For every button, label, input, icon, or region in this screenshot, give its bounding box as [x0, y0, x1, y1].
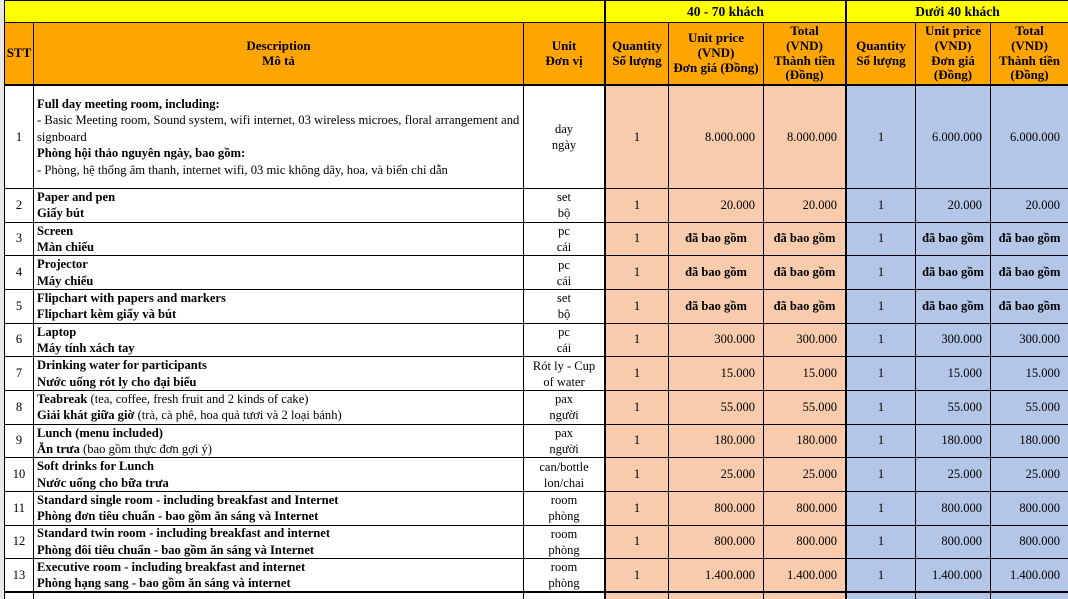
unit-price-cell-g2: 180.000	[916, 425, 991, 459]
col-header-quantity-g1: Quantity Số lượng	[606, 23, 669, 86]
unit-price-cell-g2: 20.000	[916, 189, 991, 223]
col-header-total-g2: Total (VND) Thành tiền (Đồng)	[991, 23, 1068, 86]
description-en-bold: Standard twin room - including breakfast and internet	[37, 526, 331, 541]
row-unit	[524, 526, 606, 560]
row-unit	[524, 559, 606, 593]
quantity-cell-g2: 1	[847, 189, 916, 223]
description-vn-bold: Nước uống rót ly cho đại biểu	[37, 374, 197, 389]
total-cell-g2: đã bao gồm	[991, 256, 1068, 290]
description-vn-line	[37, 407, 342, 423]
table-row	[5, 458, 1068, 492]
row-unit	[524, 357, 606, 391]
quantity-cell-g1: 1	[606, 290, 669, 324]
unit-price-cell-g2: đã bao gồm	[916, 256, 991, 290]
row-stt: 12	[5, 526, 34, 560]
table-row	[5, 492, 1068, 526]
quantity-cell-g2: 1	[847, 492, 916, 526]
quantity-cell-g2: 1	[847, 425, 916, 459]
row-description	[34, 223, 524, 257]
col-header-total-g1: Total (VND) Thành tiền (Đồng)	[764, 23, 847, 86]
total-cell-g1: 300.000	[764, 324, 847, 358]
row-description	[34, 86, 524, 189]
description-vn-rest: - Phòng, hệ thống âm thanh, internet wifi, 03 mic không dây, hoa, và biển chỉ dẫn	[37, 162, 448, 177]
description-vn-line	[37, 542, 314, 558]
unit-price-cell-g1: 20.000	[669, 189, 764, 223]
unit-line-2: bộ	[557, 307, 571, 322]
unit-line-2: cái	[556, 239, 572, 254]
total-cell-g1: 800.000	[764, 492, 847, 526]
row-description	[34, 391, 524, 425]
description-en-line	[37, 290, 226, 306]
row-stt: 4	[5, 256, 34, 290]
row-description	[34, 526, 524, 560]
description-en-bold: Flipchart with papers and markers	[37, 290, 226, 305]
description-vn-line	[37, 145, 448, 178]
col-header-unit-vn: Đơn vị	[545, 52, 583, 68]
quantity-cell-g2: 1	[847, 256, 916, 290]
total-cell-g1: 800.000	[764, 526, 847, 560]
unit-price-cell-g2: 800.000	[916, 492, 991, 526]
col-header-description-en: Description	[246, 37, 311, 53]
total-cell-g1: 1.400.000	[764, 559, 847, 593]
description-en-bold: Laptop	[37, 324, 77, 339]
row-unit	[524, 290, 606, 324]
description-en-line	[37, 492, 338, 508]
description-vn-bold: Phòng hạng sang - bao gồm ăn sáng và internet	[37, 576, 291, 591]
row-unit	[524, 324, 606, 358]
description-en-line	[37, 559, 305, 575]
description-vn-bold: Máy chiếu	[37, 273, 94, 288]
quantity-cell-g1: 1	[606, 189, 669, 223]
table-row	[5, 324, 1068, 358]
table-row	[5, 357, 1068, 391]
total-cell-g1: đã bao gồm	[764, 290, 847, 324]
quantity-cell-g1: 1	[606, 425, 669, 459]
unit-price-cell-g2: 25.000	[916, 458, 991, 492]
description-vn-bold: Phòng đơn tiêu chuẩn - bao gồm ăn sáng và Internet	[37, 509, 319, 524]
description-en-line	[37, 256, 88, 272]
total-cell-g1: đã bao gồm	[764, 256, 847, 290]
description-vn-bold: Giải khát giữa giờ	[37, 408, 135, 423]
unit-line-1: room	[550, 493, 578, 508]
description-vn-bold: Flipchart kèm giấy và bút	[37, 307, 177, 322]
unit-line-1: set	[557, 291, 571, 306]
unit-price-cell-g2: đã bao gồm	[916, 223, 991, 257]
unit-line-2: ngày	[551, 138, 577, 152]
description-en-bold: Full day meeting room, including:	[37, 96, 220, 111]
unit-price-cell-g2: 300.000	[916, 324, 991, 358]
description-vn-bold: Phòng hội thảo nguyên ngày, bao gồm:	[37, 146, 246, 161]
row-stt: 10	[5, 458, 34, 492]
band-empty-cell	[5, 1, 606, 23]
unit-price-cell-g2: 1.400.000	[916, 559, 991, 593]
row-stt: 13	[5, 559, 34, 593]
unit-price-cell-g1: đã bao gồm	[669, 223, 764, 257]
description-vn-rest: (trà, cà phê, hoa quả tươi và 2 loại bánh)	[134, 408, 342, 423]
col-header-description-vn: Mô tả	[262, 52, 295, 68]
table-row	[5, 391, 1068, 425]
quantity-cell-g1: 1	[606, 86, 669, 189]
col-header-unit-price-g1: Unit price (VND) Đơn giá (Đồng)	[669, 23, 764, 86]
unit-price-cell-g1: 800.000	[669, 492, 764, 526]
quantity-cell-g1: 1	[606, 357, 669, 391]
unit-price-cell-g1: 55.000	[669, 391, 764, 425]
row-description	[34, 189, 524, 223]
unit-line-2: phòng	[548, 542, 580, 557]
total-cell-g2: 6.000.000	[991, 86, 1068, 189]
row-stt: 6	[5, 324, 34, 358]
group-header-40-70-khach: 40 - 70 khách	[606, 1, 847, 23]
row-description	[34, 256, 524, 290]
table-rows	[5, 86, 1068, 593]
table-row	[5, 290, 1068, 324]
quantity-cell-g2: 1	[847, 223, 916, 257]
total-cell-g2: đã bao gồm	[991, 223, 1068, 257]
unit-price-cell-g1: đã bao gồm	[669, 256, 764, 290]
column-header-row	[5, 23, 1068, 86]
unit-price-cell-g2: 55.000	[916, 391, 991, 425]
description-en-bold: Screen	[37, 223, 74, 238]
unit-line-1: room	[550, 560, 578, 575]
description-vn-line	[37, 475, 169, 491]
description-en-bold: Executive room - including breakfast and internet	[37, 559, 306, 574]
unit-price-cell-g2: 800.000	[916, 526, 991, 560]
unit-line-2: cái	[556, 340, 572, 355]
total-cell-g2: 15.000	[991, 357, 1068, 391]
total-cell-g1: 25.000	[764, 458, 847, 492]
description-vn-bold: Ăn trưa	[37, 441, 80, 456]
row-description	[34, 492, 524, 526]
description-en-bold: Paper and pen	[37, 189, 116, 204]
description-vn-line	[37, 508, 318, 524]
unit-line-2: lon/chai	[543, 475, 585, 490]
row-stt: 11	[5, 492, 34, 526]
quantity-cell-g2: 1	[847, 391, 916, 425]
description-en-line	[37, 324, 76, 340]
total-cell-g2: 800.000	[991, 492, 1068, 526]
unit-line-2: người	[549, 441, 579, 456]
row-description	[34, 324, 524, 358]
unit-line-1: set	[557, 190, 571, 205]
col-header-stt: STT	[5, 23, 34, 86]
description-vn-bold: Phòng đôi tiêu chuẩn - bao gồm ăn sáng và Internet	[37, 542, 315, 557]
description-en-bold: Soft drinks for Lunch	[37, 459, 154, 474]
total-cell-g1: 20.000	[764, 189, 847, 223]
description-en-line	[37, 189, 115, 205]
total-cell-g2: 300.000	[991, 324, 1068, 358]
unit-line-1: day	[554, 122, 574, 136]
description-en-line	[37, 458, 154, 474]
row-unit	[524, 458, 606, 492]
unit-line-2: cái	[556, 273, 572, 288]
unit-line-1: pax	[554, 392, 574, 407]
col-header-unit-en: Unit	[551, 37, 577, 53]
row-unit	[524, 492, 606, 526]
total-cell-g1: 180.000	[764, 425, 847, 459]
description-vn-bold: Nước uống cho bữa trưa	[37, 475, 169, 490]
row-unit	[524, 391, 606, 425]
total-cell-g1: đã bao gồm	[764, 223, 847, 257]
quotation-table	[4, 0, 1068, 599]
description-en-line	[37, 357, 207, 373]
quantity-cell-g1: 1	[606, 256, 669, 290]
unit-line-2: bộ	[557, 206, 571, 221]
unit-price-cell-g1: 300.000	[669, 324, 764, 358]
row-stt: 7	[5, 357, 34, 391]
row-description	[34, 357, 524, 391]
description-en-line	[37, 391, 309, 407]
table-row	[5, 86, 1068, 189]
total-cell-g2: đã bao gồm	[991, 290, 1068, 324]
total-cell-g2: 800.000	[991, 526, 1068, 560]
row-description	[34, 458, 524, 492]
unit-price-cell-g2: 6.000.000	[916, 86, 991, 189]
description-vn-line	[37, 306, 176, 322]
row-stt: 8	[5, 391, 34, 425]
quantity-cell-g1: 1	[606, 223, 669, 257]
total-cell-g2: 1.400.000	[991, 559, 1068, 593]
table-row	[5, 526, 1068, 560]
total-cell-g2: 20.000	[991, 189, 1068, 223]
description-vn-line	[37, 340, 135, 356]
quantity-cell-g1: 1	[606, 458, 669, 492]
quantity-cell-g2: 1	[847, 290, 916, 324]
unit-line-1: room	[550, 526, 578, 541]
guest-count-band	[5, 1, 1068, 23]
description-en-bold: Teabreak	[37, 391, 88, 406]
row-stt: 1	[5, 86, 34, 189]
total-cell-g1: 55.000	[764, 391, 847, 425]
unit-line-1: pc	[558, 324, 570, 339]
unit-price-cell-g1: đã bao gồm	[669, 290, 764, 324]
row-unit	[524, 86, 606, 189]
unit-line-1: can/bottle	[539, 459, 589, 474]
description-vn-bold: Giấy bút	[37, 206, 85, 221]
quantity-cell-g2: 1	[847, 324, 916, 358]
row-description	[34, 559, 524, 593]
unit-line-1: Rót ly - Cup	[532, 358, 596, 373]
description-en-bold: Lunch (menu included)	[37, 425, 163, 440]
unit-line-1: pax	[554, 425, 574, 440]
description-en-bold: Standard single room - including breakfast and Internet	[37, 492, 339, 507]
unit-line-1: pc	[558, 223, 570, 238]
table-row	[5, 223, 1068, 257]
table-row	[5, 425, 1068, 459]
row-stt: 3	[5, 223, 34, 257]
quantity-cell-g2: 1	[847, 86, 916, 189]
description-en-bold: Projector	[37, 257, 88, 272]
unit-price-cell-g1: 800.000	[669, 526, 764, 560]
unit-line-2: người	[549, 408, 579, 423]
row-unit	[524, 256, 606, 290]
row-description	[34, 425, 524, 459]
quantity-cell-g2: 1	[847, 559, 916, 593]
unit-price-cell-g1: 25.000	[669, 458, 764, 492]
total-cell-g2: 55.000	[991, 391, 1068, 425]
description-vn-line	[37, 239, 94, 255]
col-header-unit	[524, 23, 606, 86]
quantity-cell-g1: 1	[606, 391, 669, 425]
row-unit	[524, 189, 606, 223]
table-row	[5, 189, 1068, 223]
description-vn-line	[37, 575, 291, 591]
quantity-cell-g2: 1	[847, 526, 916, 560]
quantity-cell-g1: 1	[606, 559, 669, 593]
unit-price-cell-g1: 180.000	[669, 425, 764, 459]
quantity-cell-g1: 1	[606, 526, 669, 560]
row-stt: 5	[5, 290, 34, 324]
total-cell-g1: 8.000.000	[764, 86, 847, 189]
table-row	[5, 559, 1068, 593]
unit-line-1: pc	[558, 257, 570, 272]
unit-price-cell-g1: 15.000	[669, 357, 764, 391]
description-en-line	[37, 223, 73, 239]
col-header-unit-price-g2: Unit price (VND) Đơn giá (Đồng)	[916, 23, 991, 86]
description-en-rest: - Basic Meeting room, Sound system, wifi internet, 03 wireless microes, floral arrangement and signboard	[37, 113, 520, 144]
row-description	[34, 290, 524, 324]
unit-price-cell-g1: 1.400.000	[669, 559, 764, 593]
description-vn-line	[37, 374, 196, 390]
description-vn-rest: (bao gồm thực đơn gợi ý)	[79, 441, 212, 456]
description-en-line	[37, 526, 330, 542]
unit-price-cell-g2: 15.000	[916, 357, 991, 391]
description-en-line	[37, 425, 163, 441]
description-en-bold: Drinking water for participants	[37, 358, 207, 373]
row-stt: 9	[5, 425, 34, 459]
unit-line-2: phòng	[548, 509, 580, 524]
description-vn-line	[37, 205, 84, 221]
description-vn-bold: Máy tính xách tay	[37, 340, 135, 355]
quantity-cell-g1: 1	[606, 492, 669, 526]
description-en-rest: (tea, coffee, fresh fruit and 2 kinds of cake)	[87, 391, 309, 406]
total-cell-g1: 15.000	[764, 357, 847, 391]
unit-line-2: phòng	[548, 576, 580, 591]
row-unit	[524, 425, 606, 459]
row-unit	[524, 223, 606, 257]
quantity-cell-g2: 1	[847, 357, 916, 391]
unit-price-cell-g2: đã bao gồm	[916, 290, 991, 324]
unit-price-cell-g1: 8.000.000	[669, 86, 764, 189]
quantity-cell-g1: 1	[606, 324, 669, 358]
table-row	[5, 256, 1068, 290]
row-stt: 2	[5, 189, 34, 223]
quantity-cell-g2: 1	[847, 458, 916, 492]
description-vn-line	[37, 273, 93, 289]
total-cell-g2: 180.000	[991, 425, 1068, 459]
total-cell-g2: 25.000	[991, 458, 1068, 492]
col-header-quantity-g2: Quantity Số lượng	[847, 23, 916, 86]
description-vn-bold: Màn chiếu	[37, 239, 95, 254]
description-en-line	[37, 96, 523, 145]
col-header-description	[34, 23, 524, 86]
description-vn-line	[37, 441, 212, 457]
unit-line-2: of water	[543, 374, 585, 389]
group-header-duoi-40-khach: Dưới 40 khách	[847, 1, 1068, 23]
